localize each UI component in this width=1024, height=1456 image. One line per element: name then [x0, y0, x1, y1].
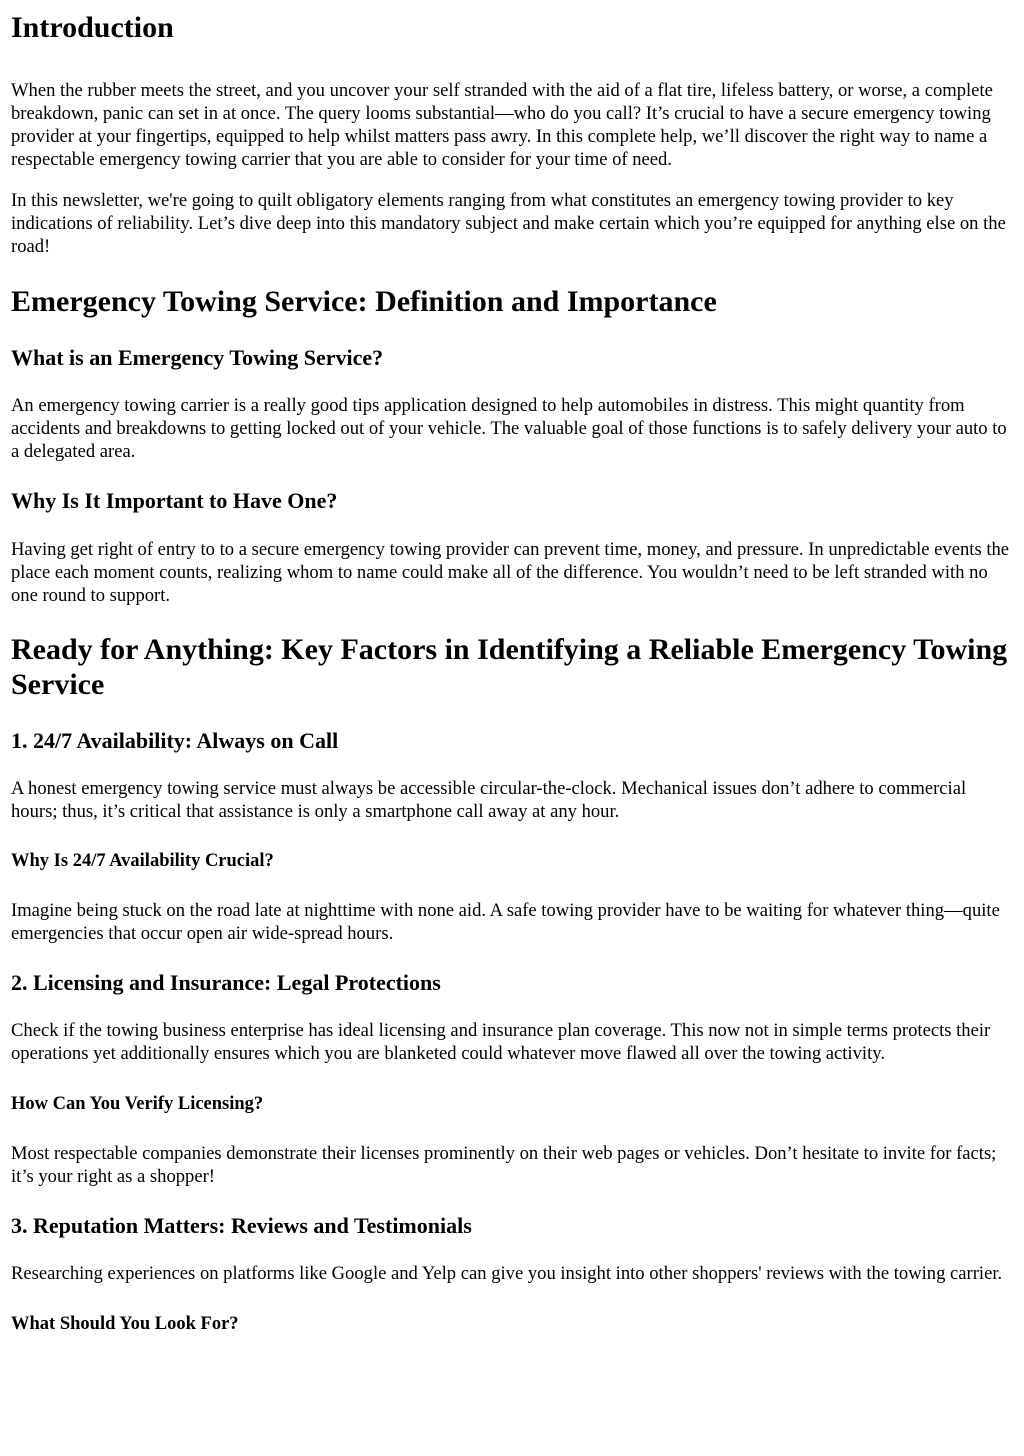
body-paragraph: Most respectable companies demonstrate their licenses prominently on their web pages or vehicles. Don’t hesitate to invite for facts; it’s your right as a shopper! — [11, 1143, 997, 1187]
minor-heading: What Should You Look For? — [11, 1314, 239, 1334]
subsection-heading: 3. Reputation Matters: Reviews and Testimonials — [11, 1213, 472, 1238]
article — [0, 10, 1024, 1335]
subsection-heading: Why Is It Important to Have One? — [11, 488, 338, 513]
introduction-paragraph: When the rubber meets the street, and you uncover your self stranded with the aid of a flat tire, lifeless battery, or worse, a complete breakdown, panic can set in at once. The query looms substantial—who do you call? It’s crucial to have a secure emergency towing provider at your fingertips, equipped to help whilst matters pass awry. In this complete help, we’ll discover the right way to name a respectable emergency towing carrier that you are able to consider for your time of need. — [11, 80, 993, 170]
body-paragraph: A honest emergency towing service must always be accessible circular-the-clock. Mechanical issues don’t adhere to commercial hours; thus, it’s critical that assistance is only a smartphone call away at any hour. — [11, 778, 967, 822]
section-heading: Ready for Anything: Key Factors in Identifying a Reliable Emergency Towing Service — [11, 633, 1008, 701]
body-paragraph: Researching experiences on platforms like Google and Yelp can give you insight into other shoppers' reviews with the towing carrier. — [11, 1263, 1003, 1284]
minor-heading: Why Is 24/7 Availability Crucial? — [11, 851, 274, 871]
subsection-heading: 1. 24/7 Availability: Always on Call — [11, 728, 339, 753]
body-paragraph: An emergency towing carrier is a really good tips application designed to help automobiles in distress. This might quantity from accidents and breakdowns to getting locked out of your vehicle. The valuable goal of those functions is to safely delivery your auto to a delegated area. — [11, 395, 1007, 462]
body-paragraph: Imagine being stuck on the road late at nighttime with none aid. A safe towing provider have to be waiting for whatever thing—quite emergencies that occur open air wide-spread hours. — [11, 900, 1000, 944]
introduction-heading: Introduction — [11, 11, 174, 44]
section-heading: Emergency Towing Service: Definition and Importance — [11, 285, 717, 318]
introduction-paragraph: In this newsletter, we're going to quilt obligatory elements ranging from what constitutes an emergency towing provider to key indications of reliability. Let’s dive deep into this mandatory subject and make certain which you’re equipped for anything else on the road! — [11, 190, 1006, 257]
subsection-heading: 2. Licensing and Insurance: Legal Protections — [11, 970, 441, 995]
body-paragraph: Having get right of entry to to a secure emergency towing provider can prevent time, money, and pressure. In unpredictable events the place each moment counts, realizing whom to name could make all of the difference. You wouldn’t need to be left stranded with no one round to support. — [11, 539, 1010, 606]
minor-heading: How Can You Verify Licensing? — [11, 1094, 264, 1114]
subsection-heading: What is an Emergency Towing Service? — [11, 345, 384, 370]
body-paragraph: Check if the towing business enterprise has ideal licensing and insurance plan coverage. This now not in simple terms protects their operations yet additionally ensures which you are blanketed could whatever move flawed all over the towing activity. — [11, 1020, 991, 1064]
